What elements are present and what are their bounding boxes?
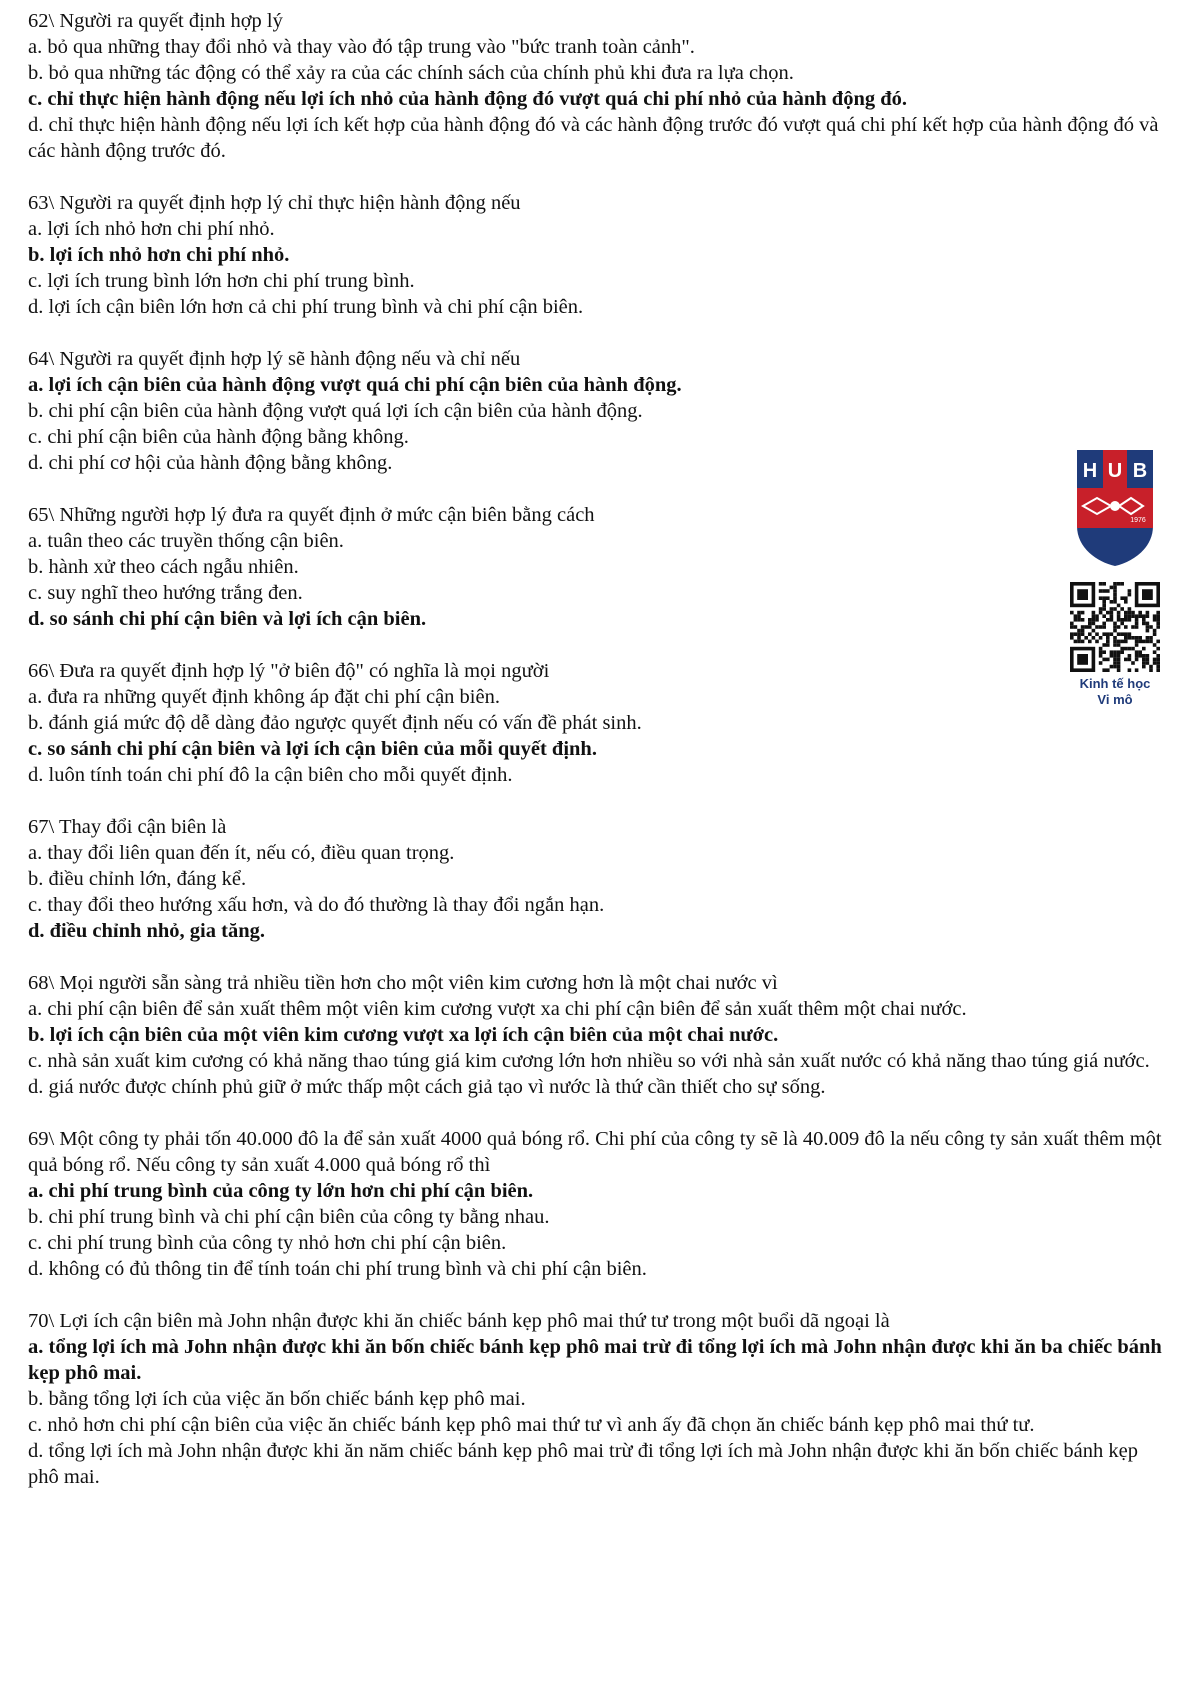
question-stem: 64\ Người ra quyết định hợp lý sẽ hành động nếu và chỉ nếu xyxy=(28,348,521,370)
answer-option-correct: c. chỉ thực hiện hành động nếu lợi ích nhỏ của hành động đó vượt quá chi phí nhỏ của hành động đó. xyxy=(28,88,908,110)
quiz-document xyxy=(28,8,1168,1516)
logo-year: 1976 xyxy=(1130,517,1146,524)
answer-option: c. chi phí cận biên của hành động bằng không. xyxy=(28,426,409,448)
answer-option: b. đánh giá mức độ dễ dàng đảo ngược quyết định nếu có vấn đề phát sinh. xyxy=(28,712,642,734)
subject-label-line2: Vi mô xyxy=(1097,692,1133,707)
answer-option: d. không có đủ thông tin để tính toán chi phí trung bình và chi phí cận biên. xyxy=(28,1258,647,1280)
answer-option: a. thay đổi liên quan đến ít, nếu có, điều quan trọng. xyxy=(28,842,455,864)
question-block xyxy=(28,502,1168,632)
hub-brand-block xyxy=(1060,448,1170,708)
answer-option: b. bỏ qua những tác động có thể xảy ra của các chính sách của chính phủ khi đưa ra lựa chọn. xyxy=(28,62,794,84)
question-block xyxy=(28,1308,1168,1490)
answer-option-correct: a. lợi ích cận biên của hành động vượt quá chi phí cận biên của hành động. xyxy=(28,374,682,396)
question-block xyxy=(28,970,1168,1100)
answer-option-correct: d. so sánh chi phí cận biên và lợi ích cận biên. xyxy=(28,608,427,630)
qr-code-icon xyxy=(1070,582,1160,672)
answer-option: c. nhỏ hơn chi phí cận biên của việc ăn chiếc bánh kẹp phô mai thứ tư vì anh ấy đã chọn ăn chiếc bánh kẹp phô mai thứ tư. xyxy=(28,1414,1035,1436)
answer-option: d. lợi ích cận biên lớn hơn cả chi phí trung bình và chi phí cận biên. xyxy=(28,296,584,318)
answer-option: c. thay đổi theo hướng xấu hơn, và do đó thường là thay đổi ngắn hạn. xyxy=(28,894,605,916)
question-block xyxy=(28,814,1168,944)
answer-option: d. chi phí cơ hội của hành động bằng không. xyxy=(28,452,393,474)
question-stem: 70\ Lợi ích cận biên mà John nhận được khi ăn chiếc bánh kẹp phô mai thứ tư trong một buổi dã ngoại là xyxy=(28,1310,890,1332)
logo-letter: H xyxy=(1082,460,1098,482)
question-stem: 68\ Mọi người sẵn sàng trả nhiều tiền hơn cho một viên kim cương hơn là một chai nước vì xyxy=(28,972,778,994)
answer-option: a. đưa ra những quyết định không áp đặt chi phí cận biên. xyxy=(28,686,500,708)
answer-option: d. tổng lợi ích mà John nhận được khi ăn năm chiếc bánh kẹp phô mai trừ đi tổng lợi ích mà John nhận được khi ăn bốn chiếc bánh kẹp phô mai. xyxy=(28,1440,1138,1488)
answer-option: c. lợi ích trung bình lớn hơn chi phí trung bình. xyxy=(28,270,415,292)
answer-option: a. bỏ qua những thay đổi nhỏ và thay vào đó tập trung vào "bức tranh toàn cảnh". xyxy=(28,36,695,58)
logo-letter: U xyxy=(1107,460,1123,482)
question-stem: 62\ Người ra quyết định hợp lý xyxy=(28,10,283,32)
answer-option-correct: b. lợi ích cận biên của một viên kim cương vượt xa lợi ích cận biên của một chai nước. xyxy=(28,1024,779,1046)
answer-option: a. lợi ích nhỏ hơn chi phí nhỏ. xyxy=(28,218,275,240)
question-stem: 67\ Thay đổi cận biên là xyxy=(28,816,227,838)
question-stem: 63\ Người ra quyết định hợp lý chỉ thực hiện hành động nếu xyxy=(28,192,521,214)
answer-option: b. chi phí cận biên của hành động vượt quá lợi ích cận biên của hành động. xyxy=(28,400,643,422)
answer-option: c. chi phí trung bình của công ty nhỏ hơn chi phí cận biên. xyxy=(28,1232,507,1254)
answer-option-correct: a. tổng lợi ích mà John nhận được khi ăn bốn chiếc bánh kẹp phô mai trừ đi tổng lợi ích mà John nhận được khi ăn ba chiếc bánh kẹp phô mai. xyxy=(28,1336,1162,1384)
logo-letter: B xyxy=(1132,460,1148,482)
answer-option: b. hành xử theo cách ngẫu nhiên. xyxy=(28,556,299,578)
answer-option: b. bằng tổng lợi ích của việc ăn bốn chiếc bánh kẹp phô mai. xyxy=(28,1388,526,1410)
answer-option-correct: c. so sánh chi phí cận biên và lợi ích cận biên của mỗi quyết định. xyxy=(28,738,597,760)
subject-label-line1: Kinh tế học xyxy=(1079,676,1151,691)
answer-option: b. chi phí trung bình và chi phí cận biên của công ty bằng nhau. xyxy=(28,1206,550,1228)
answer-option: c. nhà sản xuất kim cương có khả năng thao túng giá kim cương lớn hơn nhiều so với nhà sản xuất nước có khả năng thao túng giá nước. xyxy=(28,1050,1150,1072)
answer-option-correct: d. điều chỉnh nhỏ, gia tăng. xyxy=(28,920,265,942)
question-block xyxy=(28,1126,1168,1282)
question-block xyxy=(28,346,1168,476)
question-block xyxy=(28,658,1168,788)
answer-option: d. chỉ thực hiện hành động nếu lợi ích kết hợp của hành động đó và các hành động trước đó vượt quá chi phí kết hợp của hành động đó và các hành động trước đó. xyxy=(28,114,1159,162)
question-stem: 66\ Đưa ra quyết định hợp lý "ở biên độ" có nghĩa là mọi người xyxy=(28,660,550,682)
answer-option-correct: b. lợi ích nhỏ hơn chi phí nhỏ. xyxy=(28,244,290,266)
question-stem: 65\ Những người hợp lý đưa ra quyết định ở mức cận biên bằng cách xyxy=(28,504,595,526)
answer-option: d. luôn tính toán chi phí đô la cận biên cho mỗi quyết định. xyxy=(28,764,513,786)
answer-option: c. suy nghĩ theo hướng trắng đen. xyxy=(28,582,303,604)
answer-option: b. điều chỉnh lớn, đáng kể. xyxy=(28,868,247,890)
answer-option: d. giá nước được chính phủ giữ ở mức thấp một cách giả tạo vì nước là thứ cần thiết cho sự sống. xyxy=(28,1076,826,1098)
question-block xyxy=(28,190,1168,320)
answer-option: a. tuân theo các truyền thống cận biên. xyxy=(28,530,344,552)
hub-shield-logo xyxy=(1073,448,1157,568)
answer-option-correct: a. chi phí trung bình của công ty lớn hơn chi phí cận biên. xyxy=(28,1180,534,1202)
question-block xyxy=(28,8,1168,164)
question-stem: 69\ Một công ty phải tốn 40.000 đô la để sản xuất 4000 quả bóng rổ. Chi phí của công ty sẽ là 40.009 đô la nếu công ty sản xuất thêm một quả bóng rổ. Nếu công ty sản xuất 4.000 quả bóng rổ thì xyxy=(28,1128,1162,1176)
answer-option: a. chi phí cận biên để sản xuất thêm một viên kim cương vượt xa chi phí cận biên để sản xuất thêm một chai nước. xyxy=(28,998,967,1020)
